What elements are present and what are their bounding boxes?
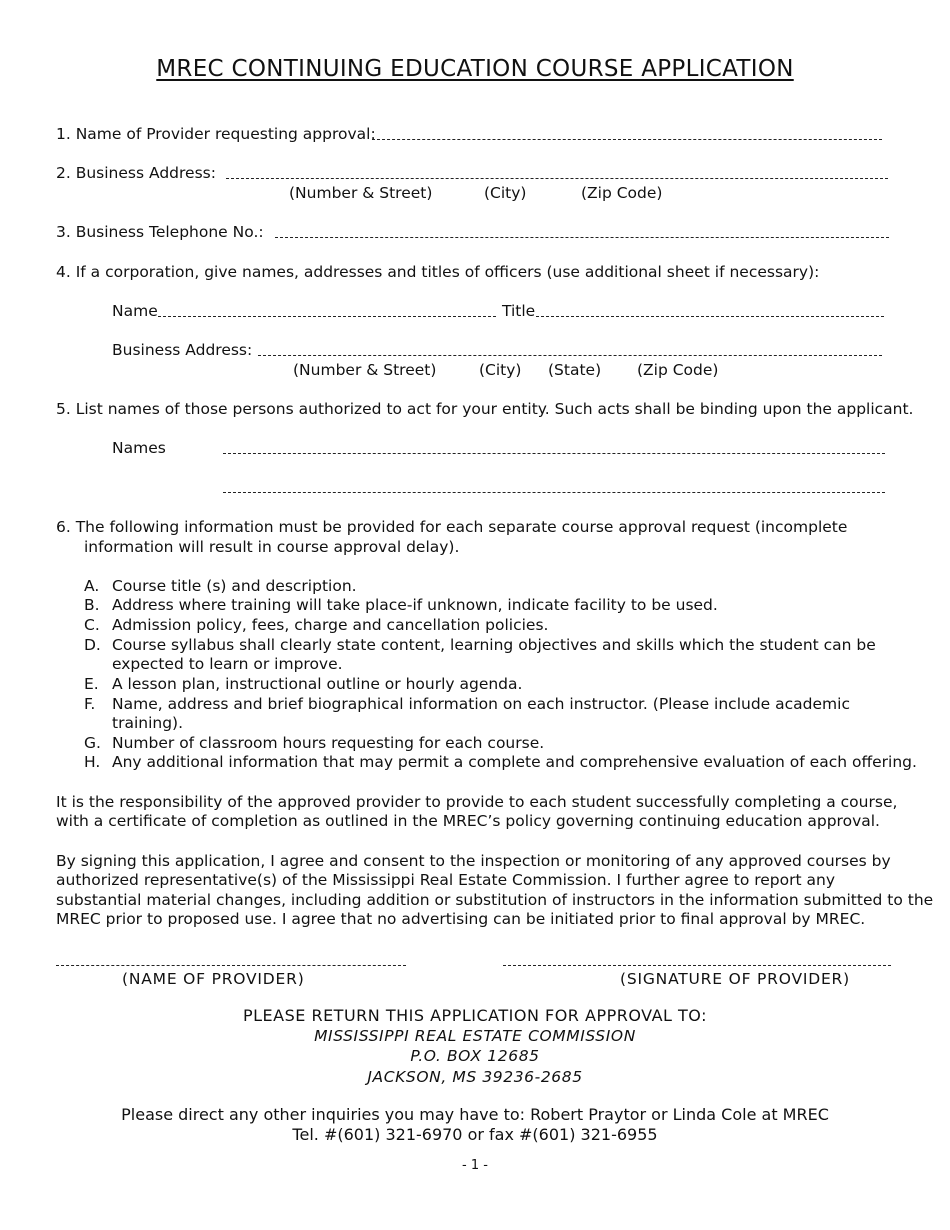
q6-item-text: Address where training will take place-if unknown, indicate facility to be used. xyxy=(112,596,718,614)
page-title: MREC CONTINUING EDUCATION COURSE APPLICATION xyxy=(156,56,794,82)
q6-label-line2: information will result in course approval delay). xyxy=(84,538,460,556)
q5-label: 5. List names of those persons authorized to act for your entity. Such acts shall be binding upon the applicant. xyxy=(56,400,914,418)
return-org: MISSISSIPPI REAL ESTATE COMMISSION xyxy=(314,1027,636,1045)
q6-item-text: Number of classroom hours requesting for each course. xyxy=(112,734,545,752)
q5-names-label: Names xyxy=(112,439,166,457)
q6-item-text: Name, address and brief biographical information on each instructor. (Please include academic xyxy=(112,695,850,713)
q6-item-letter: F. xyxy=(84,695,96,713)
authorized-names-field-1[interactable] xyxy=(223,453,885,454)
business-telephone-field[interactable] xyxy=(275,237,889,238)
q6-item-letter: C. xyxy=(84,616,100,634)
q6-item-letter: E. xyxy=(84,675,99,693)
signature-of-provider-label: (SIGNATURE OF PROVIDER) xyxy=(620,970,850,988)
q4-label: 4. If a corporation, give names, addresses and titles of officers (use additional sheet if necessary): xyxy=(56,263,820,281)
q4-name-label: Name xyxy=(112,302,158,320)
contact-line1: Please direct any other inquiries you may have to: Robert Praytor or Linda Cole at MREC xyxy=(121,1105,829,1124)
q6-item-text: Any additional information that may permit a complete and comprehensive evaluation of each offering. xyxy=(112,753,917,771)
provider-signature-line[interactable] xyxy=(503,965,891,966)
q4-sub-city: (City) xyxy=(479,361,522,379)
q2-sub-street: (Number & Street) xyxy=(289,184,433,202)
q4-title-label: Title xyxy=(502,302,536,320)
q6-item-letter: A. xyxy=(84,577,100,595)
responsibility-line2: with a certificate of completion as outlined in the MREC’s policy governing continuing education approval. xyxy=(56,812,880,830)
consent-line2: authorized representative(s) of the Mississippi Real Estate Commission. I further agree to report any xyxy=(56,871,835,889)
business-address-field[interactable] xyxy=(226,178,888,179)
consent-line3: substantial material changes, including addition or substitution of instructors in the information submitted to the xyxy=(56,891,934,909)
q4-sub-street: (Number & Street) xyxy=(293,361,437,379)
q2-sub-zip: (Zip Code) xyxy=(581,184,663,202)
q6-item-text-cont: expected to learn or improve. xyxy=(112,655,343,673)
name-of-provider-label: (NAME OF PROVIDER) xyxy=(122,970,305,988)
consent-line4: MREC prior to proposed use. I agree that no advertising can be initiated prior to final approval by MREC. xyxy=(56,910,866,928)
q2-label: 2. Business Address: xyxy=(56,164,216,182)
q6-label-line1: 6. The following information must be provided for each separate course approval request (incomplete xyxy=(56,518,848,536)
q6-item-letter: B. xyxy=(84,596,100,614)
officer-title-field[interactable] xyxy=(536,316,884,317)
q6-item-text: Course title (s) and description. xyxy=(112,577,357,595)
contact-line2: Tel. #(601) 321-6970 or fax #(601) 321-6955 xyxy=(292,1125,658,1144)
q4-sub-state: (State) xyxy=(548,361,602,379)
authorized-names-field-2[interactable] xyxy=(223,492,885,493)
q6-item-text: Course syllabus shall clearly state content, learning objectives and skills which the student can be xyxy=(112,636,876,654)
officer-address-field[interactable] xyxy=(258,355,882,356)
q3-label: 3. Business Telephone No.: xyxy=(56,223,264,241)
consent-line1: By signing this application, I agree and consent to the inspection or monitoring of any approved courses by xyxy=(56,852,891,870)
provider-name-field[interactable] xyxy=(372,139,882,140)
q4-address-label: Business Address: xyxy=(112,341,253,359)
return-city: JACKSON, MS 39236-2685 xyxy=(367,1068,583,1086)
officer-name-field[interactable] xyxy=(158,316,496,317)
page-number: - 1 - xyxy=(462,1158,488,1173)
q2-sub-city: (City) xyxy=(484,184,527,202)
q6-item-letter: G. xyxy=(84,734,101,752)
q4-sub-zip: (Zip Code) xyxy=(637,361,719,379)
q6-item-text-cont: training). xyxy=(112,714,184,732)
return-box: P.O. BOX 12685 xyxy=(410,1047,540,1065)
q6-item-letter: H. xyxy=(84,753,101,771)
q6-item-text: A lesson plan, instructional outline or hourly agenda. xyxy=(112,675,523,693)
q1-label: 1. Name of Provider requesting approval: xyxy=(56,125,376,143)
return-heading: PLEASE RETURN THIS APPLICATION FOR APPROVAL TO: xyxy=(242,1006,708,1025)
q6-item-text: Admission policy, fees, charge and cancellation policies. xyxy=(112,616,549,634)
provider-name-signature-line[interactable] xyxy=(56,965,406,966)
responsibility-line1: It is the responsibility of the approved provider to provide to each student successfully completing a course, xyxy=(56,793,898,811)
q6-item-letter: D. xyxy=(84,636,101,654)
